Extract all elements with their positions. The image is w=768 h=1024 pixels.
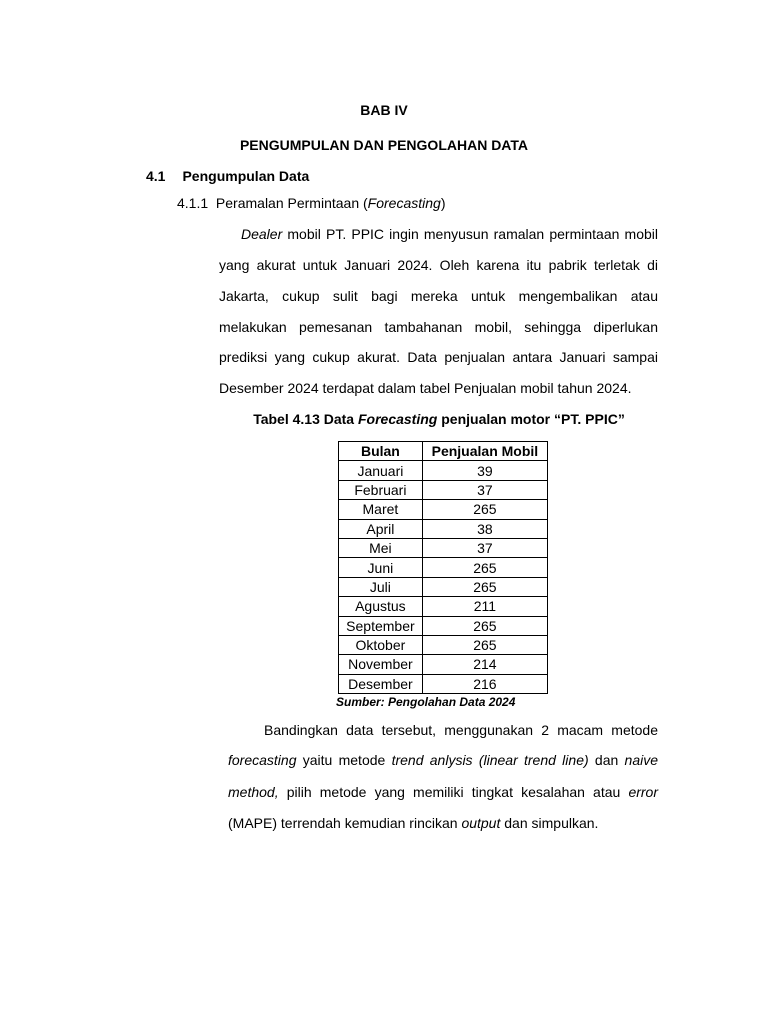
table-row — [339, 577, 548, 596]
cell-month: April — [339, 519, 423, 538]
table-row — [339, 480, 548, 499]
cell-month: Juni — [339, 558, 423, 577]
table-body — [339, 461, 548, 694]
table-row — [339, 655, 548, 674]
subsection-heading — [177, 195, 446, 211]
table-row — [339, 597, 548, 616]
paragraph-line — [228, 815, 598, 831]
paragraph-line: Desember 2024 terdapat dalam tabel Penjualan mobil tahun 2024. — [219, 380, 632, 396]
text-span: (MAPE) terrendah kemudian rincikan — [228, 815, 462, 831]
subsection-title-suffix: ) — [440, 195, 446, 211]
section-title: Pengumpulan Data — [182, 168, 310, 184]
italic-term: output — [461, 815, 501, 831]
cell-sales: 214 — [422, 655, 547, 674]
cell-month: November — [339, 655, 423, 674]
cell-month: Februari — [339, 480, 423, 499]
sales-table — [338, 441, 548, 694]
cell-sales: 38 — [422, 519, 547, 538]
subsection-title-prefix: Peramalan Permintaan ( — [215, 195, 368, 211]
cell-sales: 265 — [422, 616, 547, 635]
paragraph-line — [228, 752, 658, 768]
cell-month: Oktober — [339, 635, 423, 654]
chapter-number: BAB IV — [360, 102, 408, 118]
caption-suffix: penjualan motor “PT. PPIC” — [437, 411, 625, 427]
italic-term: naive — [624, 752, 659, 768]
subsection-number: 4.1.1 — [177, 195, 209, 211]
header-sales: Penjualan Mobil — [422, 442, 547, 461]
text-span: yaitu metode — [296, 752, 392, 768]
table-row — [339, 538, 548, 557]
cell-sales: 265 — [422, 558, 547, 577]
caption-italic: Forecasting — [357, 411, 438, 427]
chapter-title: PENGUMPULAN DAN PENGOLAHAN DATA — [239, 137, 529, 153]
cell-sales: 265 — [422, 577, 547, 596]
table-row — [339, 500, 548, 519]
section-number: 4.1 — [146, 168, 166, 184]
italic-term: Dealer — [241, 226, 283, 242]
italic-term: trend anlysis (linear trend line) — [391, 752, 589, 768]
italic-term: method, — [228, 784, 279, 800]
cell-month: September — [339, 616, 423, 635]
text-span: mobil PT. PPIC ingin menyusun ramalan permintaan mobil — [282, 226, 658, 242]
paragraph-line: prediksi yang cukup akurat. Data penjualan antara Januari sampai — [219, 349, 658, 365]
paragraph-line: melakukan pemesanan tambahanan mobil, sehingga diperlukan — [219, 319, 658, 335]
cell-month: Mei — [339, 538, 423, 557]
table-row — [339, 616, 548, 635]
table-header-row — [339, 442, 548, 461]
subsection-title-italic: Forecasting — [367, 195, 441, 211]
table-row — [339, 674, 548, 693]
cell-sales: 265 — [422, 500, 547, 519]
table-row — [339, 635, 548, 654]
paragraph-line — [241, 226, 658, 242]
cell-month: Juli — [339, 577, 423, 596]
cell-month: Maret — [339, 500, 423, 519]
table-row — [339, 461, 548, 480]
cell-sales: 39 — [422, 461, 547, 480]
cell-sales: 37 — [422, 480, 547, 499]
cell-month: Desember — [339, 674, 423, 693]
cell-month: Agustus — [339, 597, 423, 616]
cell-sales: 37 — [422, 538, 547, 557]
italic-term: forecasting — [228, 752, 297, 768]
table-source: Sumber: Pengolahan Data 2024 — [336, 695, 516, 709]
header-month: Bulan — [339, 442, 423, 461]
paragraph-line — [228, 784, 658, 800]
italic-term: error — [628, 784, 658, 800]
table-caption — [55, 411, 768, 427]
cell-sales: 211 — [422, 597, 547, 616]
text-span: pilih metode yang memiliki tingkat kesalahan atau — [278, 784, 629, 800]
table-row — [339, 558, 548, 577]
text-span: dan simpulkan. — [500, 815, 599, 831]
cell-month: Januari — [339, 461, 423, 480]
cell-sales: 265 — [422, 635, 547, 654]
paragraph-line: Jakarta, cukup sulit bagi mereka untuk mengembalikan atau — [219, 288, 658, 304]
paragraph-line: yang akurat untuk Januari 2024. Oleh karena itu pabrik terletak di — [219, 257, 658, 273]
section-heading — [146, 168, 309, 184]
table-row — [339, 519, 548, 538]
caption-prefix: Tabel 4.13 Data — [253, 411, 358, 427]
cell-sales: 216 — [422, 674, 547, 693]
text-span: dan — [588, 752, 625, 768]
paragraph-line: Bandingkan data tersebut, menggunakan 2 macam metode — [264, 722, 658, 738]
